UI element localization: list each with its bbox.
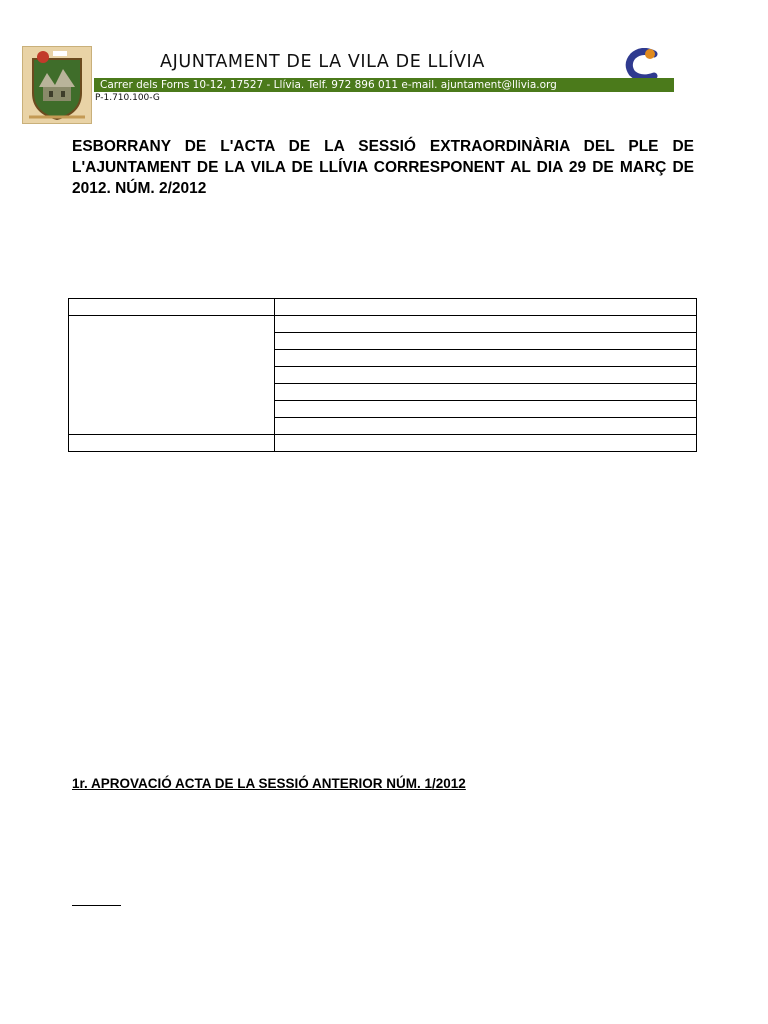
document-code: P-1.710.100-G [95, 93, 160, 103]
table-cell [275, 418, 697, 435]
table-cell [69, 299, 275, 316]
attendance-table [68, 298, 697, 452]
table-cell [69, 435, 275, 452]
table-row [69, 299, 697, 316]
table-row [69, 435, 697, 452]
footnote-separator [72, 905, 121, 906]
table-cell [275, 367, 697, 384]
table-cell [275, 316, 697, 333]
table-cell [275, 401, 697, 418]
table-row [69, 316, 697, 333]
table-cell [275, 435, 697, 452]
coat-of-arms-icon [22, 46, 92, 124]
section-heading: 1r. APROVACIÓ ACTA DE LA SESSIÓ ANTERIOR NÚM. 1/2012 [72, 776, 466, 791]
table-cell [275, 384, 697, 401]
c-logo-icon [624, 48, 662, 82]
document-title: ESBORRANY DE L'ACTA DE LA SESSIÓ EXTRAORDINÀRIA DEL PLE DE L'AJUNTAMENT DE LA VILA DE LLÍVIA CORRESPONENT AL DIA 29 DE MARÇ DE 2012. NÚM. 2/2012 [72, 138, 694, 197]
table-cell [275, 350, 697, 367]
table-cell [275, 333, 697, 350]
municipality-name: AJUNTAMENT DE LA VILA DE LLÍVIA [160, 52, 485, 72]
table-cell [69, 316, 275, 435]
address-bar: Carrer dels Forns 10-12, 17527 - Llívia. Telf. 972 896 011 e-mail. ajuntament@llivia.org [94, 78, 674, 92]
table-cell [275, 299, 697, 316]
